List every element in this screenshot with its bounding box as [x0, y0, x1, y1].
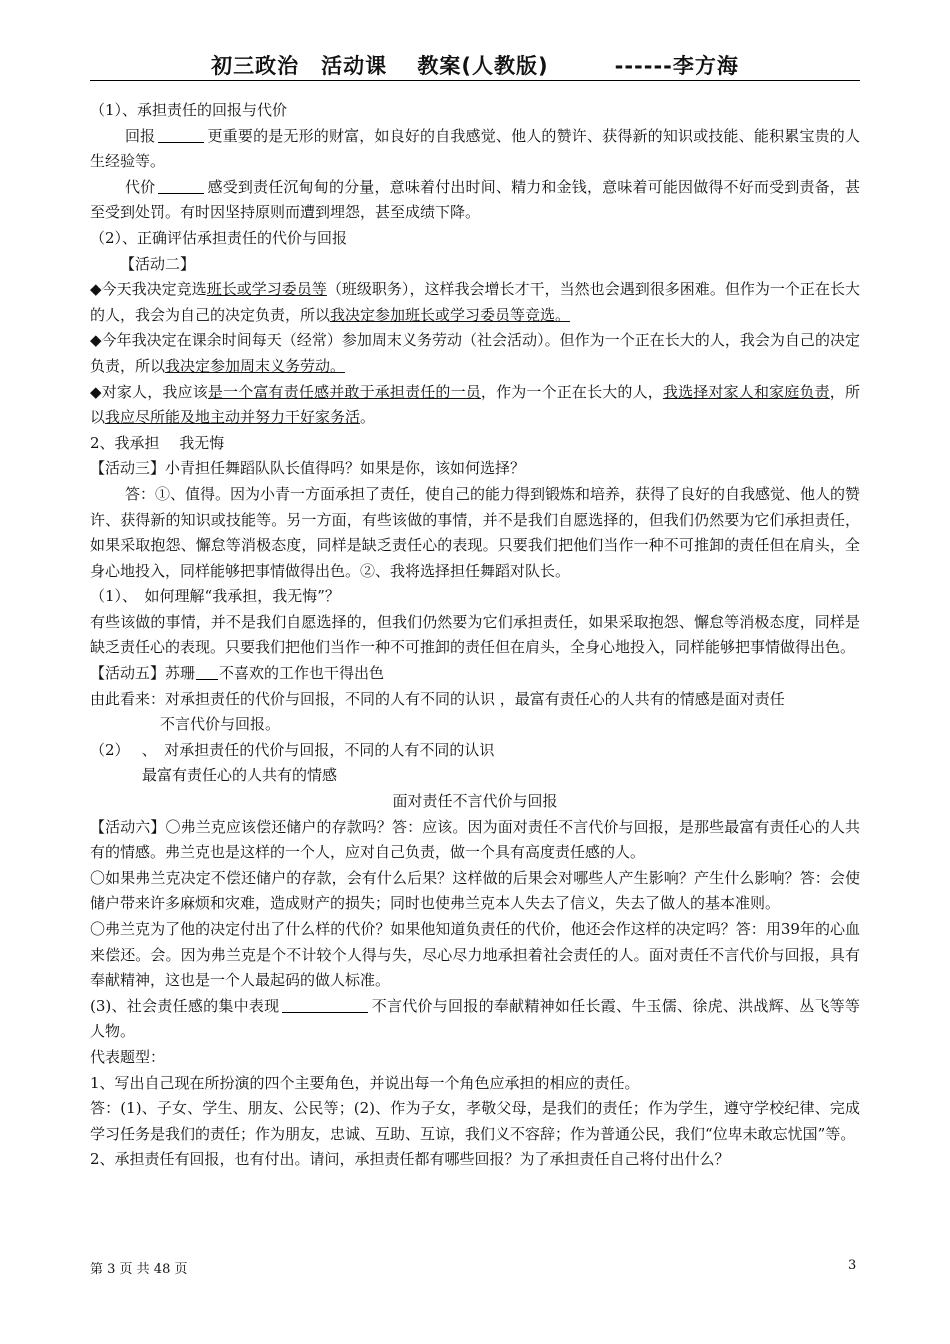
activity-label: 【活动六】	[90, 817, 166, 836]
activity-5-conclusion-cont: 不言代价与回报。	[160, 715, 281, 734]
q1-title: （1）、 如何理解“我承担，我无悔”？	[90, 587, 340, 606]
activity-5-blank	[196, 663, 218, 680]
q3-label: (3)、社会责任感的集中表现	[90, 996, 280, 1015]
cost-label: 代价	[125, 177, 156, 196]
underlined-text: 我应尽所能及地主动并努力干好家务活	[105, 408, 361, 427]
activity-label: 【活动五】	[90, 664, 166, 683]
activity-6-p2: 〇如果弗兰克决定不偿还储户的存款，会有什么后果？这样做的后果会对哪些人产生影响？产生什么影响？答：会使储户带来许多麻烦和灾难，造成财产的损失；同时也使弗兰克本人失去了信义，失去了做人的基本准则。	[90, 868, 860, 913]
q2-line-1: （2） 、 对承担责任的代价与回报，不同的人有不同的认识	[90, 740, 495, 759]
question-text: 小青担任舞蹈队队长值得吗？如果是你，该如何选择？	[165, 459, 526, 478]
header-divider	[90, 80, 860, 81]
cost-blank	[158, 177, 204, 194]
section-2-title: （2）、正确评估承担责任的代价与回报	[90, 228, 348, 247]
text-run: （班级职务），这样我会增长才干，当然也会遇到很多困难。但作为一个正在长大的人，我会为自己的决定负责，所以	[90, 280, 860, 324]
activity-6-p3: 〇弗兰克为了他的决定付出了什么样的代价？如果他知道负责任的代价，他还会作这样的决定吗？答：用39年的心血来偿还。会。因为弗兰克是个不计较个人得与失，尽心尽力地承担着社会责任的人。面对责任不言代价与回报，具有奉献精神，这也是一个人最起码的做人标准。	[90, 920, 860, 990]
activity-2-title: 【活动二】	[120, 254, 196, 273]
underlined-text: 是一个富有责任感并敢于承担责任的一员	[207, 382, 481, 401]
typical-a1: 答：(1)、子女、学生、朋友、公民等；(2)、作为子女，孝敬父母，是我们的责任；作为学生，遵守学校纪律、完成学习任务是我们的责任；作为朋友，忠诚、互助、互谅，我们义不容辞；作为普通公民，我们“位卑未敢忘忧国”等。	[90, 1099, 860, 1143]
typical-q2: 2、承担责任有回报，也有付出。请问，承担责任都有哪些回报？为了承担责任自己将付出什么？	[90, 1150, 730, 1169]
cost-paragraph	[90, 175, 860, 226]
q3-text: 不言代价与回报的奉献精神如任长霞、牛玉儒、徐虎、洪战辉、丛飞等等人物。	[90, 996, 860, 1041]
page-header-title: 初三政治 活动课 教案(人教版) ------李方海	[211, 54, 739, 78]
text-run: ◆对家人，我应该	[90, 382, 208, 401]
underlined-text: 我决定参加班长或学习委员等竞选。	[330, 305, 571, 324]
reward-text: 更重要的是无形的财富，如良好的自我感觉、他人的赞许、获得新的知识或技能、能积累宝贵的人生经验等。	[90, 126, 860, 171]
document-body	[90, 98, 860, 1173]
underlined-text: 班长或学习委员等	[206, 280, 327, 299]
section-1-title: （1）、承担责任的回报与代价	[90, 101, 288, 119]
activity-3-question	[90, 456, 860, 482]
activity-5-conclusion: 由此看来：对承担责任的代价与回报，不同的人有不同的认识 ，最富有责任心的人共有的情感是面对责任	[90, 689, 785, 708]
cost-text: 感受到责任沉甸甸的分量，意味着付出时间、精力和金钱，意味着可能因做得不好而受到责备，甚至受到处罚。有时因坚持原则而遭到埋怨，甚至成绩下降。	[90, 177, 860, 222]
activity-2-bullet-2	[90, 328, 860, 379]
footer-page-info: 第 3 页 共 48 页	[90, 1262, 188, 1277]
underlined-text: 我选择对家人和家庭负责	[662, 382, 830, 401]
q2-line-3: 面对责任不言代价与回报	[392, 792, 558, 811]
activity-3-answer: 答：①、值得。因为小青一方面承担了责任，使自己的能力得到锻炼和培养，获得了良好的自我感觉、他人的赞许、获得新的知识或技能等。另一方面，有些该做的事情，并不是我们自愿选择的，但我们仍然要为它们承担责任，如果采取抱怨、懈怠等消极态度，同样是缺乏责任心的表现。只要我们把他们当作一种不可推卸的责任但在肩头，全身心地投入，同样能够把事情做得出色。②、我将选择担任舞蹈对队长。	[90, 484, 861, 580]
activity-6-p1	[90, 815, 860, 866]
activity-2-bullet-1	[90, 277, 860, 328]
activity-text: 不喜欢的工作也干得出色	[219, 664, 385, 683]
typical-q1: 1、写出自己现在所扮演的四个主要角色，并说出每一个角色应承担的相应的责任。	[90, 1073, 640, 1092]
reward-label: 回报	[125, 126, 156, 145]
activity-text: 〇弗兰克应该偿还储户的存款吗？答：应该。因为面对责任不言代价与回报，是那些最富有责任心的人共有的情感。弗兰克也是这样的一个人，应对自己负责，做一个具有高度责任感的人。	[90, 817, 860, 862]
part-2-title: 2、我承担 我无悔	[90, 433, 225, 452]
activity-5	[90, 661, 860, 687]
text-run: ，作为一个正在长大的人，	[480, 382, 663, 401]
underlined-text: 我决定参加周末义务劳动。	[165, 356, 346, 375]
person-name: 苏珊	[165, 664, 196, 683]
text-run: ，所以	[90, 382, 860, 427]
activity-label: 【活动三】	[90, 459, 166, 478]
typical-title: 代表题型：	[90, 1047, 166, 1066]
reward-paragraph	[90, 124, 860, 175]
text-run: 。	[360, 408, 376, 427]
footer-page-number: 3	[848, 1258, 857, 1273]
q3-paragraph	[90, 994, 860, 1045]
reward-blank	[158, 126, 204, 143]
q2-line-2: 最富有责任心的人共有的情感	[142, 766, 338, 785]
q3-blank	[282, 996, 368, 1013]
activity-2-bullet-3	[90, 380, 860, 431]
text-run: ◆今年我决定在课余时间每天（经常）参加周末义务劳动（社会活动）。但作为一个正在长大的人，我会为自己的决定负责，所以	[90, 331, 860, 375]
q1-text: 有些该做的事情，并不是我们自愿选择的，但我们仍然要为它们承担责任，如果采取抱怨、懈怠等消极态度，同样是缺乏责任心的表现。只要我们把他们当作一种不可推卸的责任但在肩头，全身心地投入，同样能够把事情做得出色。	[90, 612, 860, 657]
text-run: ◆今天我决定竞选	[90, 280, 207, 299]
